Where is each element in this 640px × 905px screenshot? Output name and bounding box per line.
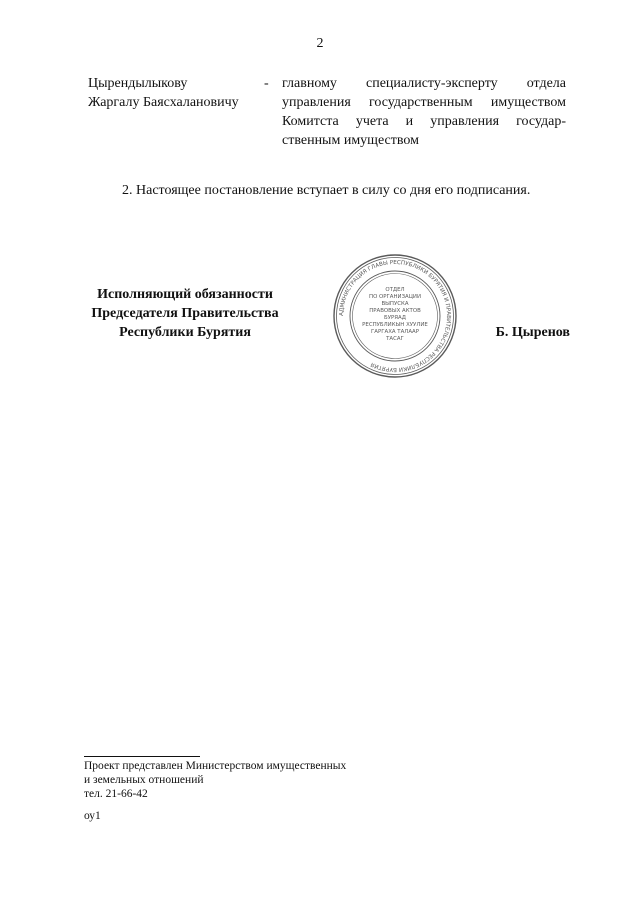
file-code: оу1 [84, 810, 101, 822]
appointee-name [88, 74, 278, 112]
seal-center-line: ОТДЕЛ [385, 287, 405, 293]
seal-center-line: ТАСАГ [386, 336, 404, 342]
appointee-given-names: Жаргалу Баясхалановичу [88, 95, 239, 110]
footnote-phone: тел. 21-66-42 [84, 788, 148, 800]
seal-center-line: РЕСПУБЛИКЫН ХУУЛИЕ [362, 322, 428, 328]
signatory-title-line: Исполняющий обязанности [97, 287, 273, 302]
footnote-divider [84, 756, 200, 757]
appointee-surname: Цырендылыкову [88, 76, 188, 91]
seal-center-line: ВЫПУСКА [381, 301, 409, 307]
footnote [84, 759, 484, 801]
seal-center-line: ГАРГАХА ТАЛААР [371, 329, 419, 335]
official-seal [332, 253, 458, 379]
signatory-title-line: Республики Бурятия [119, 325, 251, 340]
footnote-line: Проект представлен Министерством имущественных [84, 760, 347, 772]
seal-center-line: ПРАВОВЫХ АКТОВ [369, 308, 421, 314]
appointee-dash: - [264, 76, 269, 91]
signatory-title [80, 285, 290, 342]
seal-center-line: БУРЯАД [384, 315, 406, 321]
signatory-name: Б. Цыренов [495, 325, 570, 340]
appointee-role: главному специалисту-эксперту отдела управления государственным имуществом Комитста учета и управления государ-ственным имуществом [282, 76, 566, 148]
page-number: 2 [316, 36, 324, 51]
seal-center-line: ПО ОРГАНИЗАЦИИ [369, 294, 421, 300]
signatory-title-line: Председателя Правительства [91, 306, 279, 321]
seal-ring-text: АДМИНИСТРАЦИЯ ГЛАВЫ РЕСПУБЛИКИ БУРЯТИЯ И ПРАВИТЕЛЬСТВА РЕСПУБЛИКИ БУРЯТИЯ [338, 259, 452, 373]
resolution-clause-2: 2. Настоящее постановление вступает в силу со дня его подписания. [122, 183, 531, 198]
footnote-line: и земельных отношений [84, 774, 204, 786]
